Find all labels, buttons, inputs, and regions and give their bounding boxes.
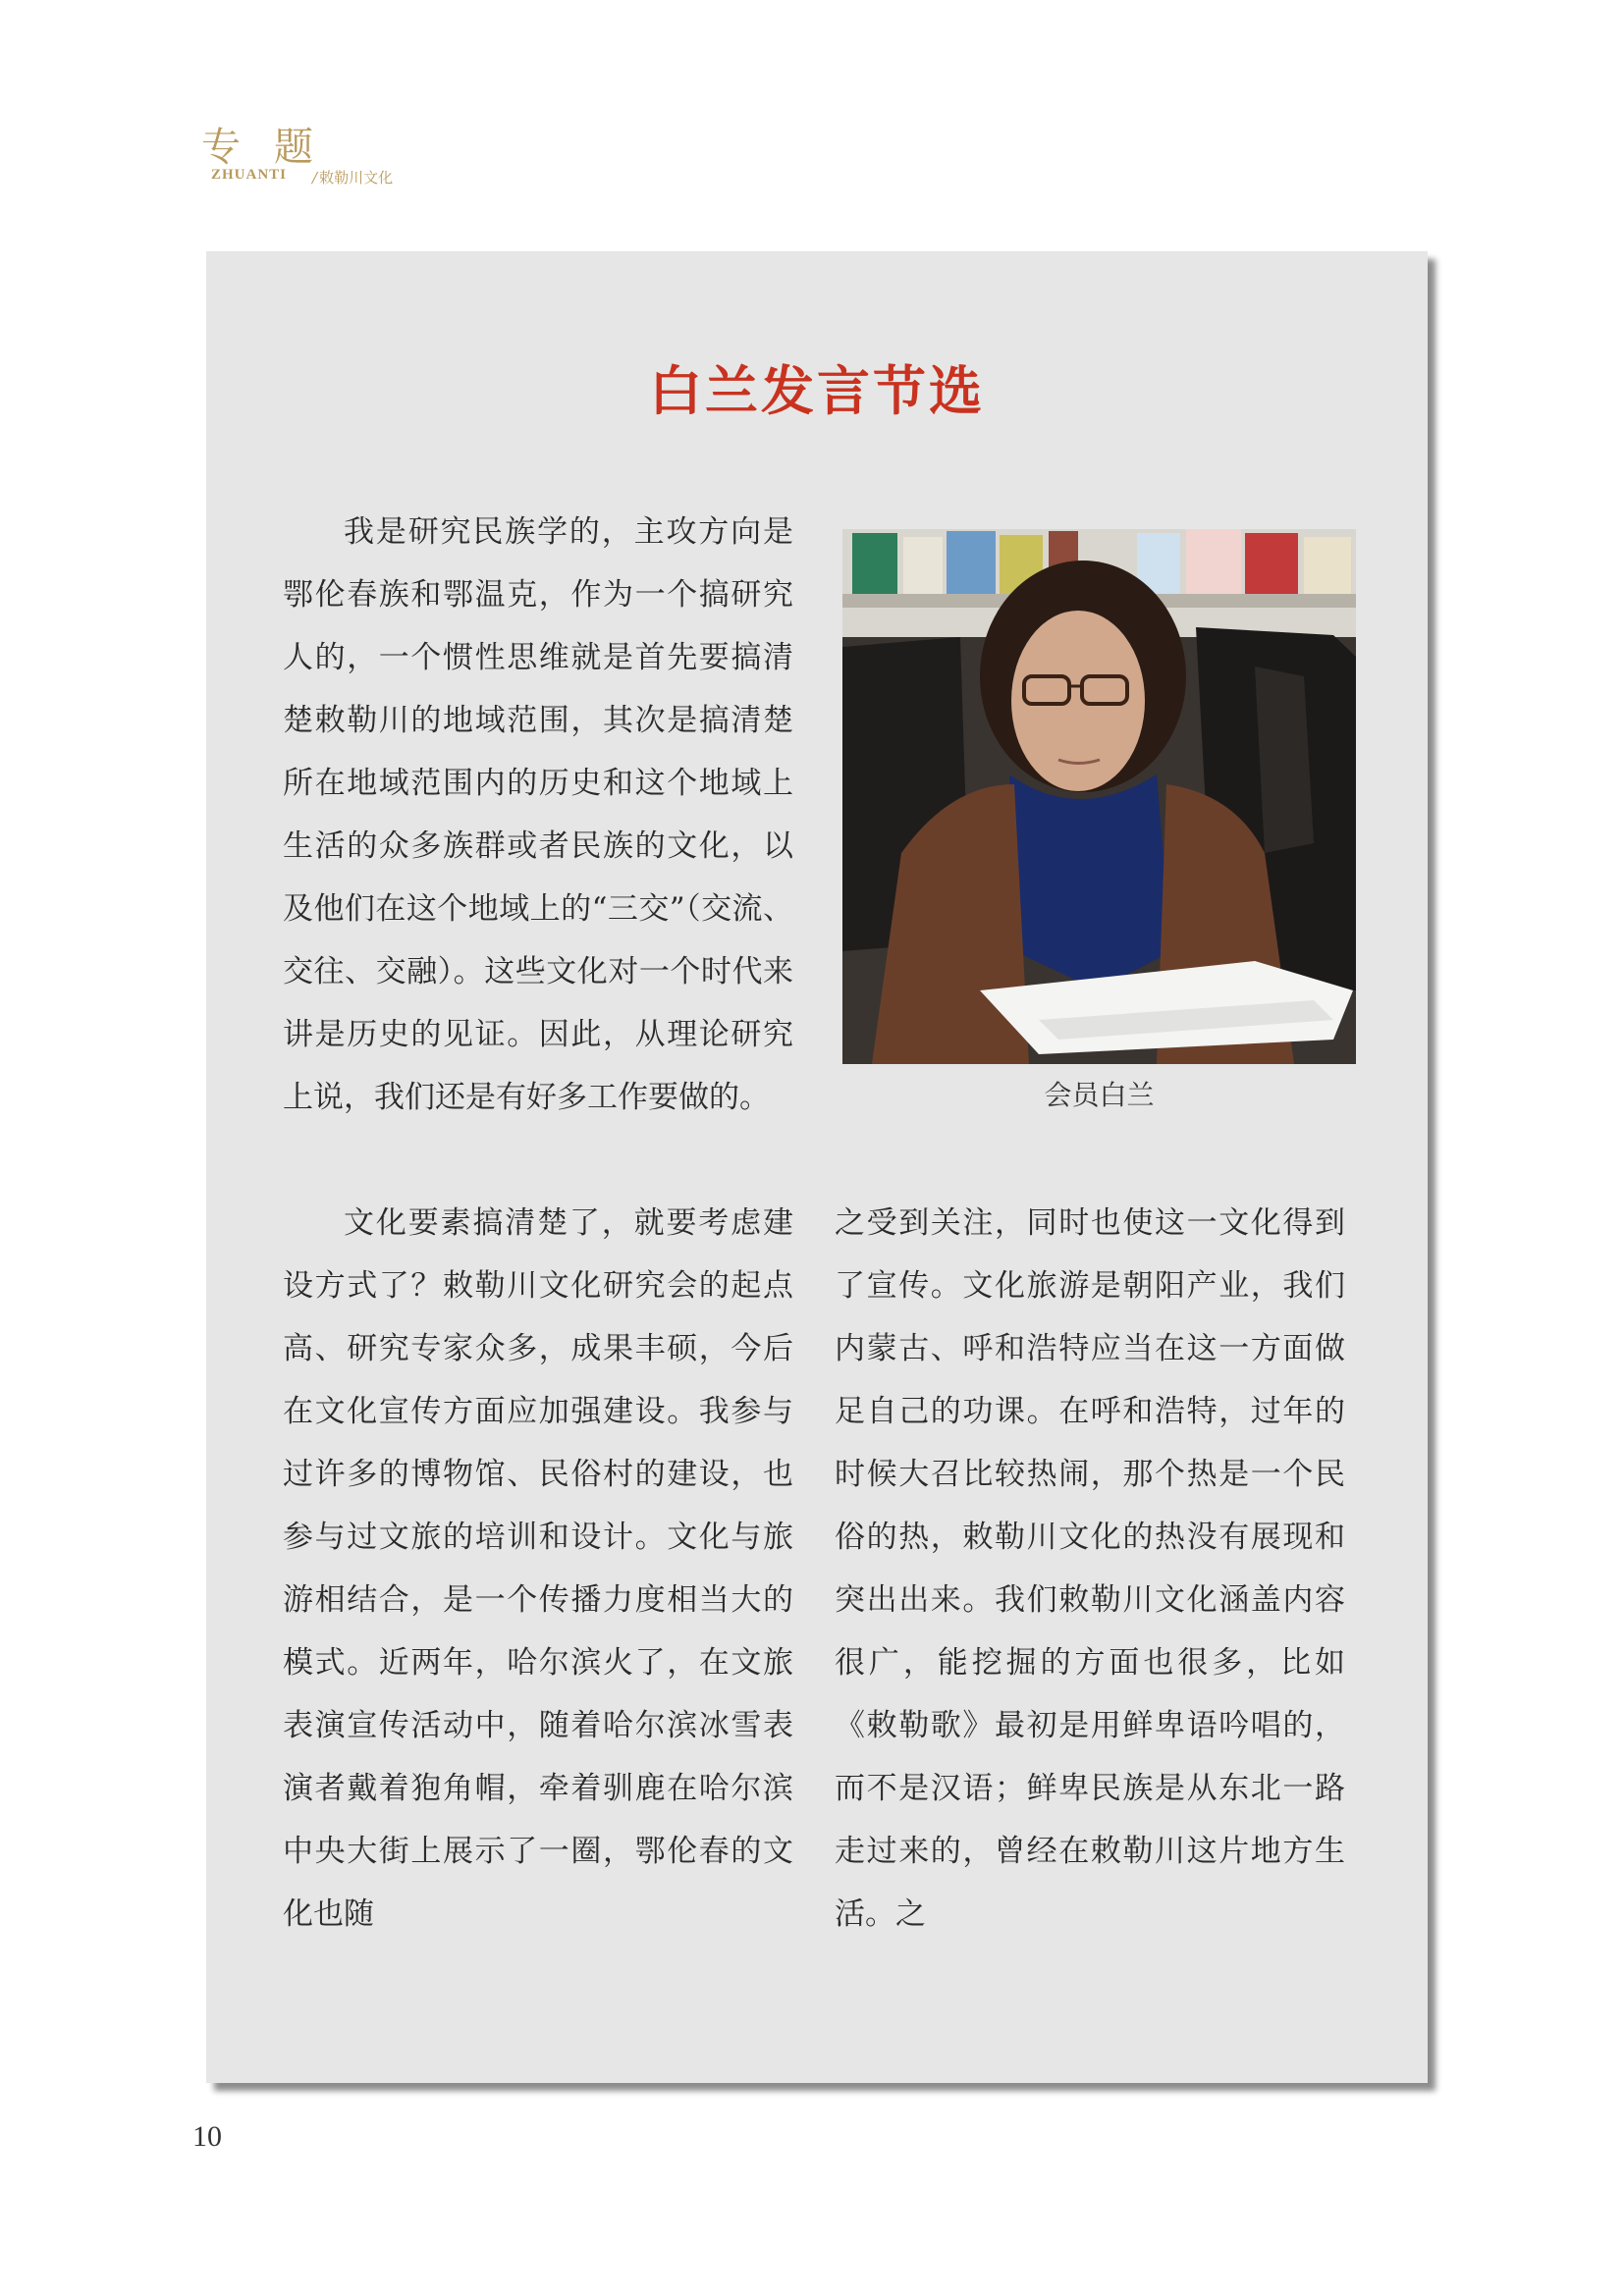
photo-caption: 会员白兰 bbox=[1044, 1079, 1155, 1111]
section-subtitle bbox=[312, 167, 393, 187]
portrait-illustration bbox=[842, 529, 1356, 1064]
article-column-left-top bbox=[283, 501, 793, 1129]
section-pinyin: ZHUANTI bbox=[211, 167, 288, 183]
section-subtitle-text: 敕勒川文化 bbox=[319, 169, 394, 187]
article-title: 白兰发言节选 bbox=[649, 360, 985, 422]
article-paragraph-3: 之受到关注，同时也使这一文化得到了宣传。文化旅游是朝阳产业，我们内蒙古、呼和浩特应当在这一方面做足自己的功课。在呼和浩特，过年的时候大召比较热闹，那个热是一个民俗的热，敕勒川文化的热没有展现和突出出来。我们敕勒川文化涵盖内容很广，能挖掘的方面也很多，比如《敕勒歌》最初是用鲜卑语吟唱的，而不是汉语；鲜卑民族是从东北一路走过来的，曾经在敕勒川这片地方生活。之 bbox=[835, 1205, 1345, 1932]
page-number: 10 bbox=[192, 2120, 222, 2153]
section-slash: / bbox=[312, 169, 318, 187]
article-paragraph-1: 我是研究民族学的，主攻方向是鄂伦春族和鄂温克，作为一个搞研究人的，一个惯性思维就是首先要搞清楚敕勒川的地域范围，其次是搞清楚所在地域范围内的历史和这个地域上生活的众多族群或者民族的文化，以及他们在这个地域上的“三交”（交流、交往、交融）。这些文化对一个时代来讲是历史的见证。因此，从理论研究上说，我们还是有好多工作要做的。 bbox=[283, 514, 793, 1115]
article-column-left-bottom bbox=[283, 1192, 793, 1946]
section-title: 专题 bbox=[201, 125, 347, 170]
article-panel bbox=[206, 251, 1428, 2083]
article-column-right bbox=[835, 1192, 1345, 1946]
article-paragraph-2: 文化要素搞清楚了，就要考虑建设方式了？敕勒川文化研究会的起点高、研究专家众多，成果丰硕，今后在文化宣传方面应加强建设。我参与过许多的博物馆、民俗村的建设，也参与过文旅的培训和设计。文化与旅游相结合，是一个传播力度相当大的模式。近两年，哈尔滨火了，在文旅表演宣传活动中，随着哈尔滨冰雪表演者戴着狍角帽，牵着驯鹿在哈尔滨中央大街上展示了一圈，鄂伦春的文化也随 bbox=[283, 1205, 793, 1932]
portrait-photo bbox=[842, 529, 1356, 1064]
